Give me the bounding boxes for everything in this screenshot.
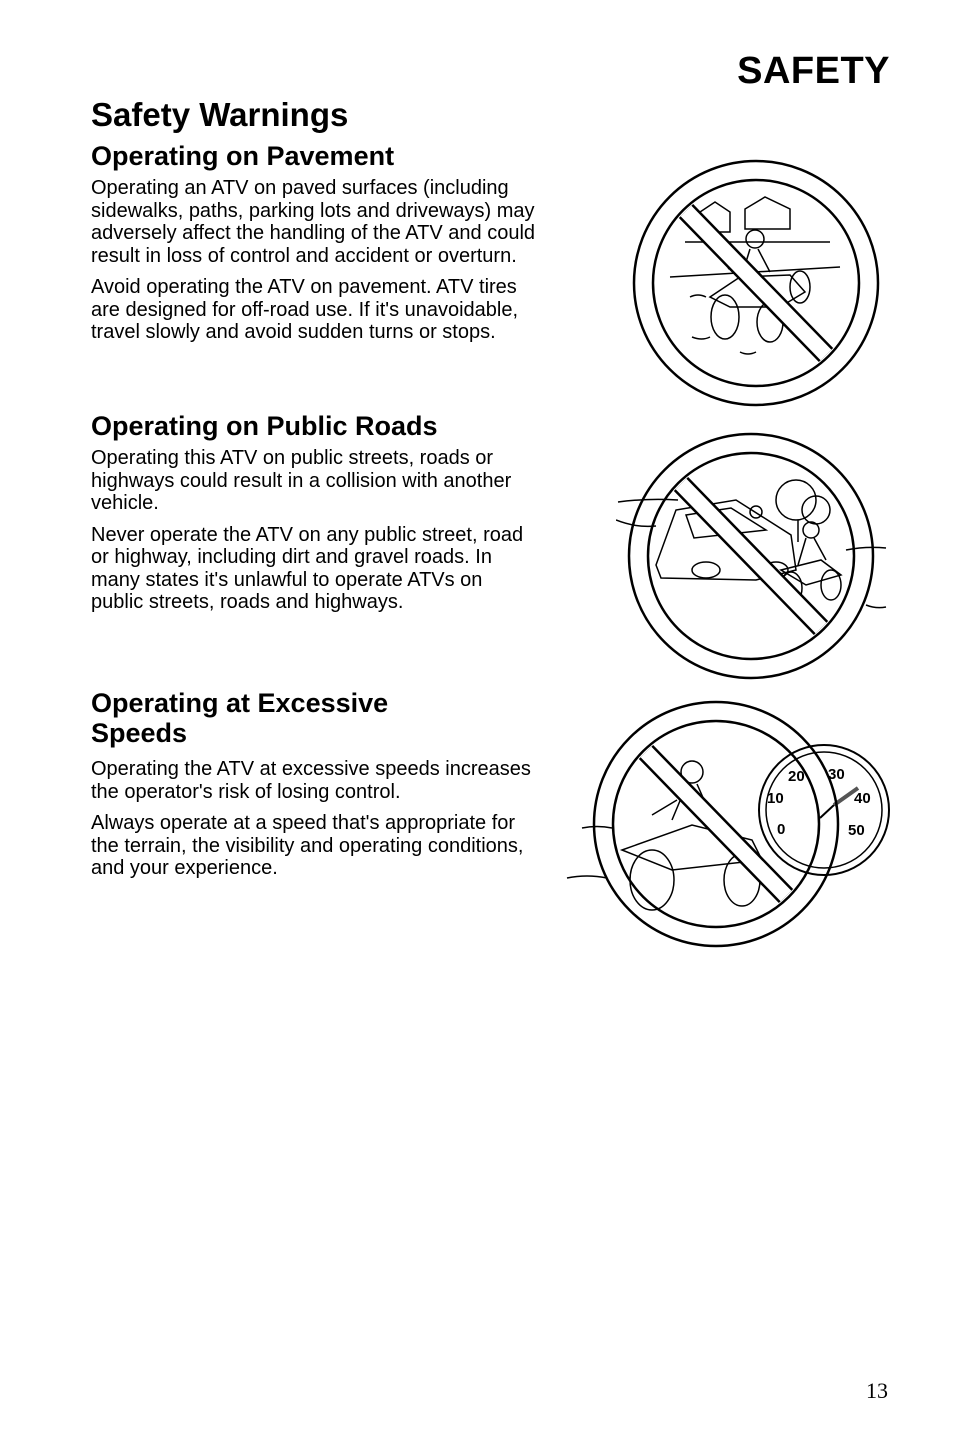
section-operating-on-public-roads xyxy=(91,411,536,623)
speed-label-10: 10 xyxy=(767,790,784,807)
no-atv-on-pavement-icon xyxy=(630,157,882,409)
section-operating-on-pavement xyxy=(91,141,536,353)
speed-label-20: 20 xyxy=(788,768,805,785)
speed-label-50: 50 xyxy=(848,822,865,839)
section-heading: Operating on Pavement xyxy=(91,141,395,171)
paragraph: Operating the ATV at excessive speeds increases the operator's risk of losing control. xyxy=(91,758,531,803)
no-excessive-speed-icon xyxy=(562,700,892,950)
paragraph: Operating this ATV on public streets, roads or highways could result in a collision with another vehicle. xyxy=(91,447,512,514)
section-body-excessive-speeds xyxy=(91,758,536,889)
paragraph: Always operate at a speed that's appropriate for the terrain, the visibility and operating conditions, and your experience. xyxy=(91,812,524,879)
paragraph: Never operate the ATV on any public street, road or highway, including dirt and gravel roads. In many states it's unlawful to operate ATVs on public streets, roads and highways. xyxy=(91,523,524,613)
paragraph: Avoid operating the ATV on pavement. ATV tires are designed for off-road use. If it's unavoidable, travel slowly and avoid sudden turns or stops. xyxy=(91,276,519,343)
section-heading: Operating on Public Roads xyxy=(91,411,438,441)
no-atv-on-public-roads-icon xyxy=(616,430,888,682)
speed-label-30: 30 xyxy=(828,766,845,783)
page-title: Safety Warnings xyxy=(91,96,349,133)
section-operating-at-excessive-speeds xyxy=(91,688,451,754)
speed-label-0: 0 xyxy=(777,821,786,838)
section-title: SAFETY xyxy=(737,50,890,92)
paragraph: Operating an ATV on paved surfaces (including sidewalks, paths, parking lots and driveways) may adversely affect the handling of the ATV and could result in loss of control and accident or overturn. xyxy=(91,177,536,267)
speed-label-40: 40 xyxy=(854,790,871,807)
section-heading: Operating at Excessive Speeds xyxy=(91,688,389,748)
page-number: 13 xyxy=(866,1378,888,1403)
